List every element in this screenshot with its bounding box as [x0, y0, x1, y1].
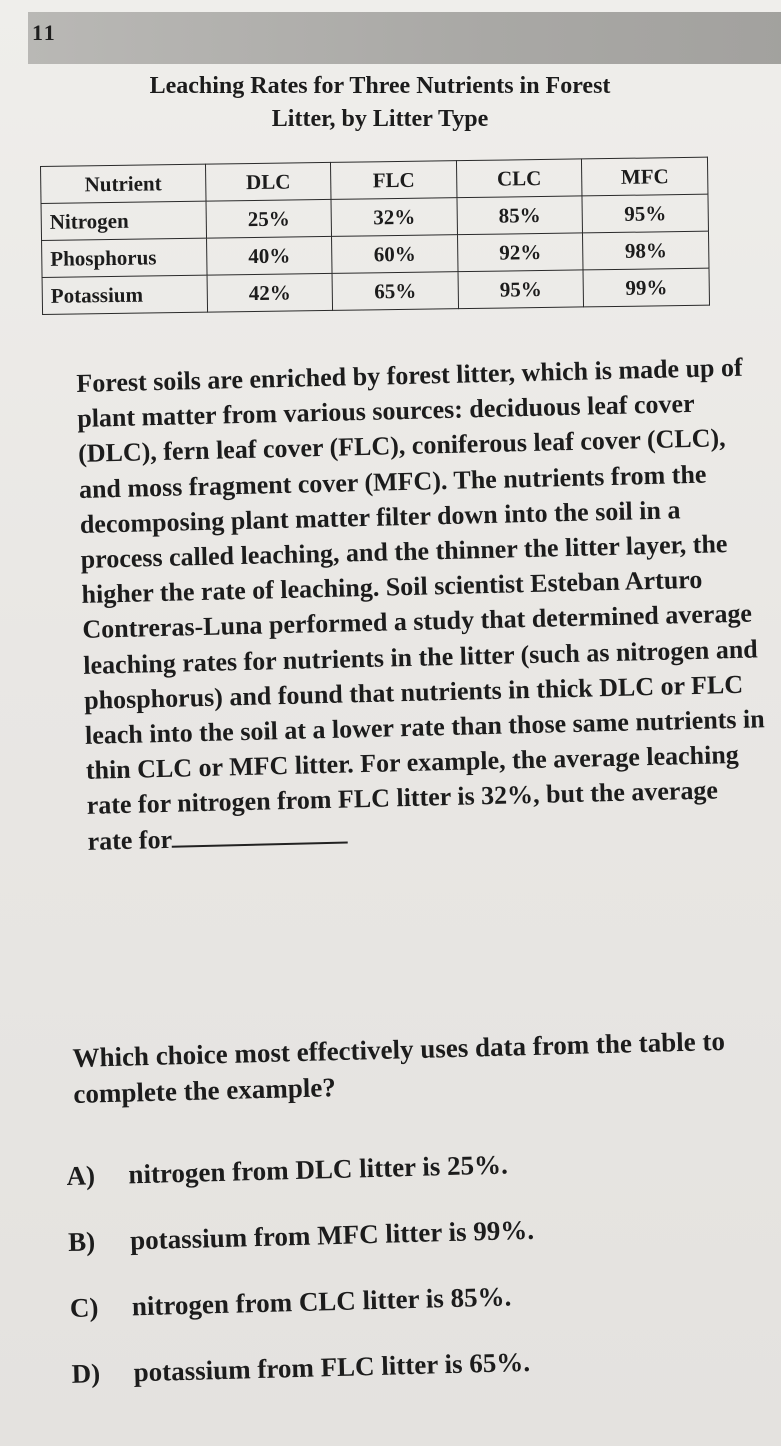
table-cell: 98%: [583, 231, 709, 270]
choice-text: nitrogen from DLC litter is 25%.: [128, 1149, 509, 1190]
table-title: [80, 70, 680, 136]
choice-letter: B): [67, 1226, 96, 1257]
header-cell-nutrient: Nutrient: [41, 164, 206, 203]
table-cell: 65%: [332, 272, 458, 311]
choice-text: nitrogen from CLC litter is 85%.: [131, 1281, 512, 1322]
passage-text: Forest soils are enriched by forest litter, which is made up of plant matter from various sources: deciduous leaf cover (DLC), fern leaf cover (FLC), coniferous leaf cover (CLC), and moss fragment cover (MFC). The nutrients from the decomposing plant matter filter down into the soil in a process called leaching, and the thinner the litter layer, the higher the rate of leaching. Soil scientist Esteban Arturo Contreras-Luna performed a study that determined average leaching rates for nutrients in the litter (such as nitrogen and phosphorus) and found that nutrients in thick DLC or FLC leach into the soil at a lower rate than those same nutrients in thin CLC or MFC litter. For example, the average leaching rate for nitrogen from FLC litter is 32%, but the average rate for: [76, 352, 765, 856]
table-cell: 92%: [457, 233, 583, 272]
header-cell-flc: FLC: [331, 161, 457, 200]
choice-text: potassium from MFC litter is 99%.: [129, 1214, 535, 1256]
row-label-potassium: Potassium: [42, 275, 207, 314]
row-label-phosphorus: Phosphorus: [42, 238, 207, 277]
choice-text: potassium from FLC litter is 65%.: [133, 1346, 531, 1388]
table-cell: 99%: [583, 268, 709, 307]
header-bar: [28, 12, 781, 64]
question-stem: Which choice most effectively uses data from the table to complete the example?: [72, 1025, 726, 1109]
question-number: 11: [32, 20, 57, 45]
table-cell: 95%: [582, 194, 708, 233]
table-cell: 25%: [206, 199, 332, 238]
answer-blank: [172, 819, 349, 847]
table-cell: 42%: [207, 273, 333, 312]
passage: [76, 349, 768, 858]
table-row: [42, 268, 709, 314]
row-label-nitrogen: Nitrogen: [41, 201, 206, 240]
choice-letter: D): [71, 1358, 101, 1389]
header-cell-dlc: DLC: [205, 162, 331, 201]
table-cell: 95%: [458, 270, 584, 309]
table-cell: 40%: [206, 236, 332, 275]
header-cell-clc: CLC: [456, 159, 582, 198]
table-cell: 32%: [331, 198, 457, 237]
choice-letter: A): [66, 1160, 96, 1191]
leaching-rates-table: [40, 157, 710, 315]
table-cell: 60%: [332, 235, 458, 274]
answer-choices: [66, 1140, 773, 1422]
header-cell-mfc: MFC: [582, 157, 708, 196]
choice-letter: C): [69, 1292, 99, 1323]
table-cell: 85%: [457, 196, 583, 235]
table-title-line-1: Leaching Rates for Three Nutrients in Forest: [149, 73, 611, 99]
table-title-line-2: Litter, by Litter Type: [271, 106, 489, 132]
